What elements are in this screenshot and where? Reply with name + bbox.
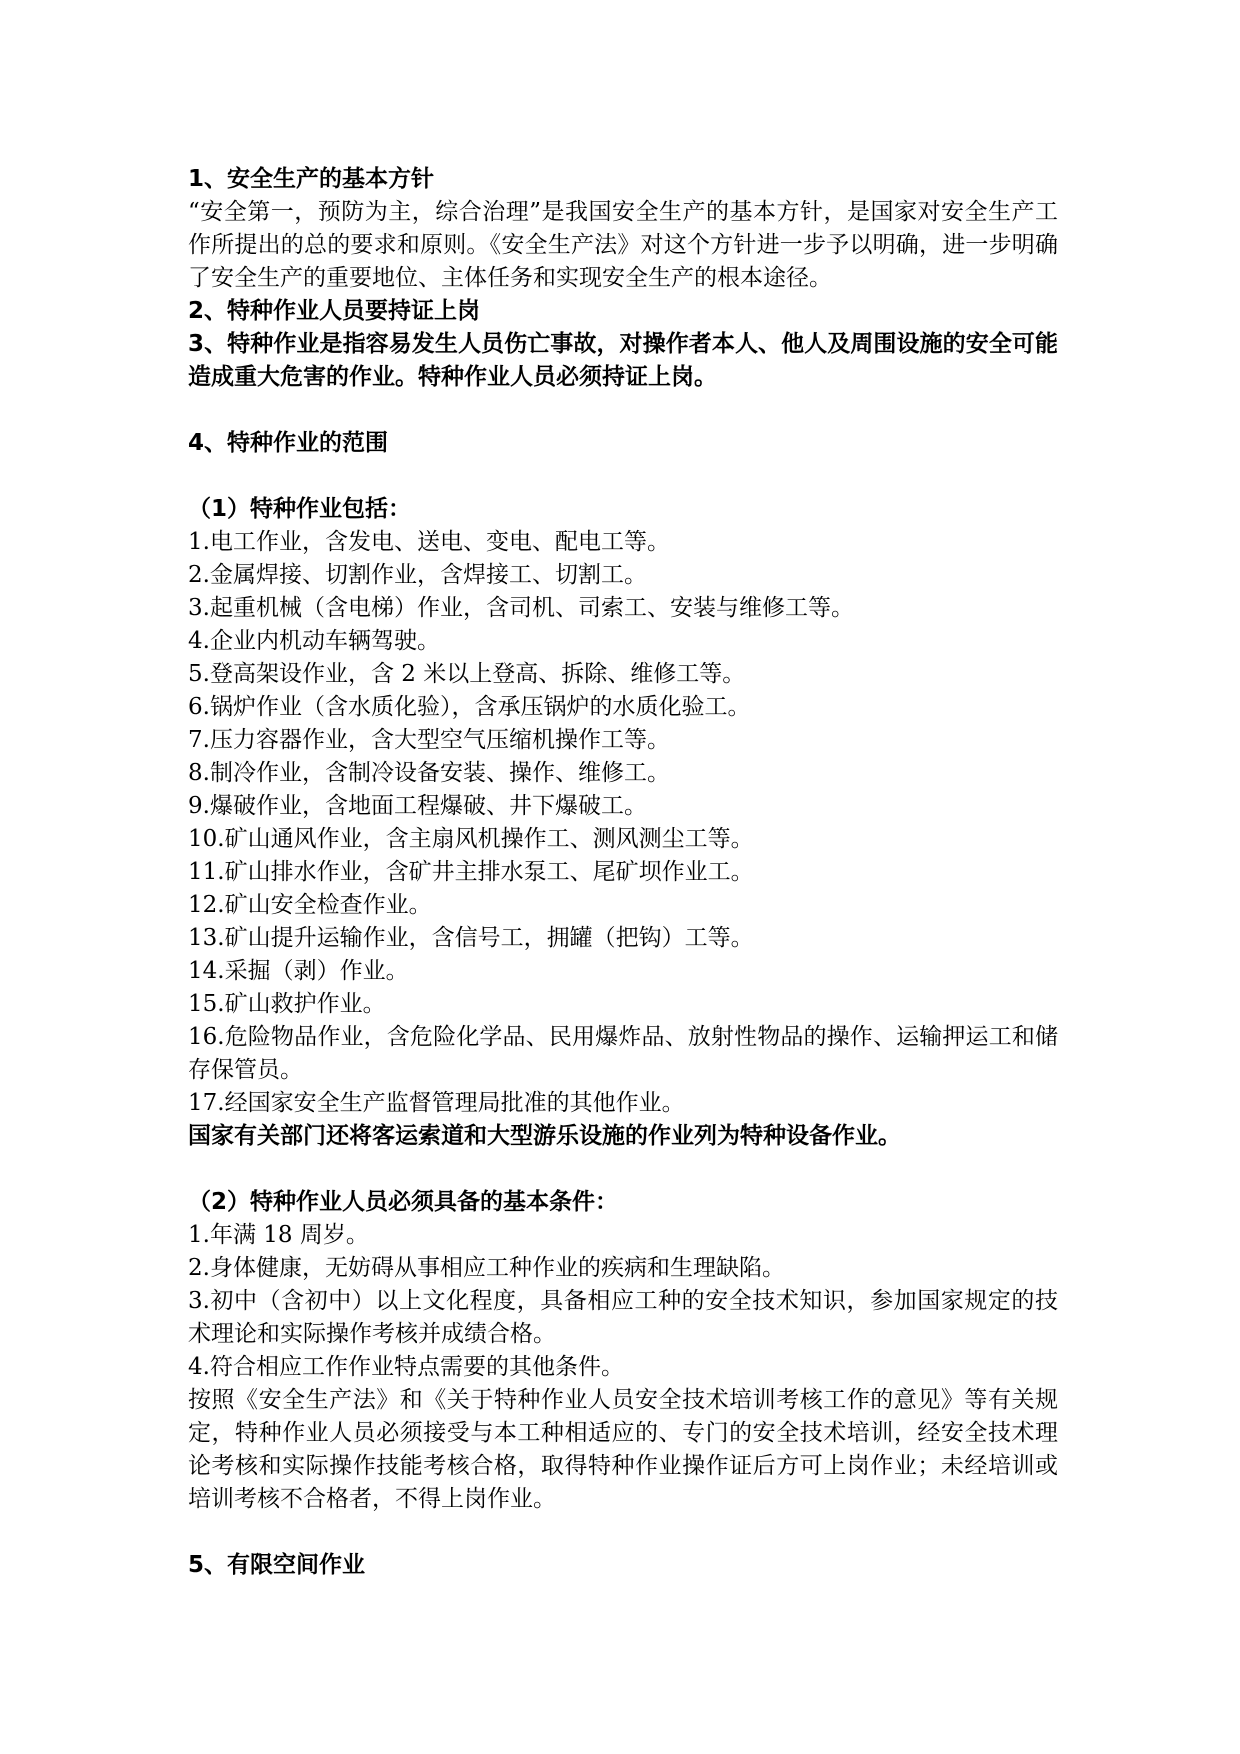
list-item: 2.身体健康，无妨碍从事相应工种作业的疾病和生理缺陷。 bbox=[188, 1255, 785, 1281]
spacer bbox=[188, 394, 1058, 427]
list-item: 4.符合相应工作作业特点需要的其他条件。 bbox=[188, 1354, 624, 1380]
list-item: 6.锅炉作业（含水质化验），含承压锅炉的水质化验工。 bbox=[188, 694, 751, 720]
part-2-body: 按照《安全生产法》和《关于特种作业人员安全技术培训考核工作的意见》等有关规定，特种作业人员必须接受与本工种相适应的、专门的安全技术培训，经安全技术理论考核和实际操作技能考核合格，取得特种作业操作证后方可上岗作业；未经培训或培训考核不合格者，不得上岗作业。 bbox=[188, 1387, 1058, 1512]
list-item: 11.矿山排水作业，含矿井主排水泵工、尾矿坝作业工。 bbox=[188, 859, 754, 885]
list-item: 3.初中（含初中）以上文化程度，具备相应工种的安全技术知识，参加国家规定的技术理论和实际操作考核并成绩合格。 bbox=[188, 1288, 1058, 1347]
list-item: 2.金属焊接、切割作业，含焊接工、切割工。 bbox=[188, 562, 647, 588]
list-item: 17.经国家安全生产监督管理局批准的其他作业。 bbox=[188, 1090, 685, 1116]
list-item: 13.矿山提升运输作业，含信号工，拥罐（把钩）工等。 bbox=[188, 925, 754, 951]
list-item: 1.年满 18 周岁。 bbox=[188, 1222, 369, 1248]
part-1-note: 国家有关部门还将客运索道和大型游乐设施的作业列为特种设备作业。 bbox=[188, 1123, 901, 1149]
document-body bbox=[188, 163, 1058, 1582]
spacer bbox=[188, 1516, 1058, 1549]
section-3-heading: 3、特种作业是指容易发生人员伤亡事故，对操作者本人、他人及周围设施的安全可能造成重大危害的作业。特种作业人员必须持证上岗。 bbox=[188, 331, 1058, 390]
list-item: 8.制冷作业，含制冷设备安装、操作、维修工。 bbox=[188, 760, 670, 786]
spacer bbox=[188, 460, 1058, 493]
list-item: 1.电工作业，含发电、送电、变电、配电工等。 bbox=[188, 529, 670, 555]
section-4-heading: 4、特种作业的范围 bbox=[188, 430, 389, 456]
section-1-body: “安全第一，预防为主，综合治理”是我国安全生产的基本方针，是国家对安全生产工作所提出的总的要求和原则。《安全生产法》对这个方针进一步予以明确，进一步明确了安全生产的重要地位、主体任务和实现安全生产的根本途径。 bbox=[188, 199, 1058, 291]
list-item: 3.起重机械（含电梯）作业，含司机、司索工、安装与维修工等。 bbox=[188, 595, 854, 621]
list-item: 5.登高架设作业，含 2 米以上登高、拆除、维修工等。 bbox=[188, 661, 746, 687]
part-2-heading: （2）特种作业人员必须具备的基本条件： bbox=[188, 1189, 619, 1215]
part-1-heading: （1）特种作业包括： bbox=[188, 496, 412, 522]
list-item: 16.危险物品作业，含危险化学品、民用爆炸品、放射性物品的操作、运输押运工和储存保管员。 bbox=[188, 1024, 1058, 1083]
list-item: 12.矿山安全检查作业。 bbox=[188, 892, 432, 918]
list-item: 14.采掘（剥）作业。 bbox=[188, 958, 409, 984]
list-item: 4.企业内机动车辆驾驶。 bbox=[188, 628, 440, 654]
spacer bbox=[188, 1153, 1058, 1186]
list-item: 9.爆破作业，含地面工程爆破、井下爆破工。 bbox=[188, 793, 647, 819]
section-5-heading: 5、有限空间作业 bbox=[188, 1552, 366, 1578]
section-1-heading: 1、安全生产的基本方针 bbox=[188, 166, 435, 192]
list-item: 7.压力容器作业，含大型空气压缩机操作工等。 bbox=[188, 727, 670, 753]
list-item: 10.矿山通风作业，含主扇风机操作工、测风测尘工等。 bbox=[188, 826, 754, 852]
list-item: 15.矿山救护作业。 bbox=[188, 991, 386, 1017]
section-2-heading: 2、特种作业人员要持证上岗 bbox=[188, 298, 481, 324]
